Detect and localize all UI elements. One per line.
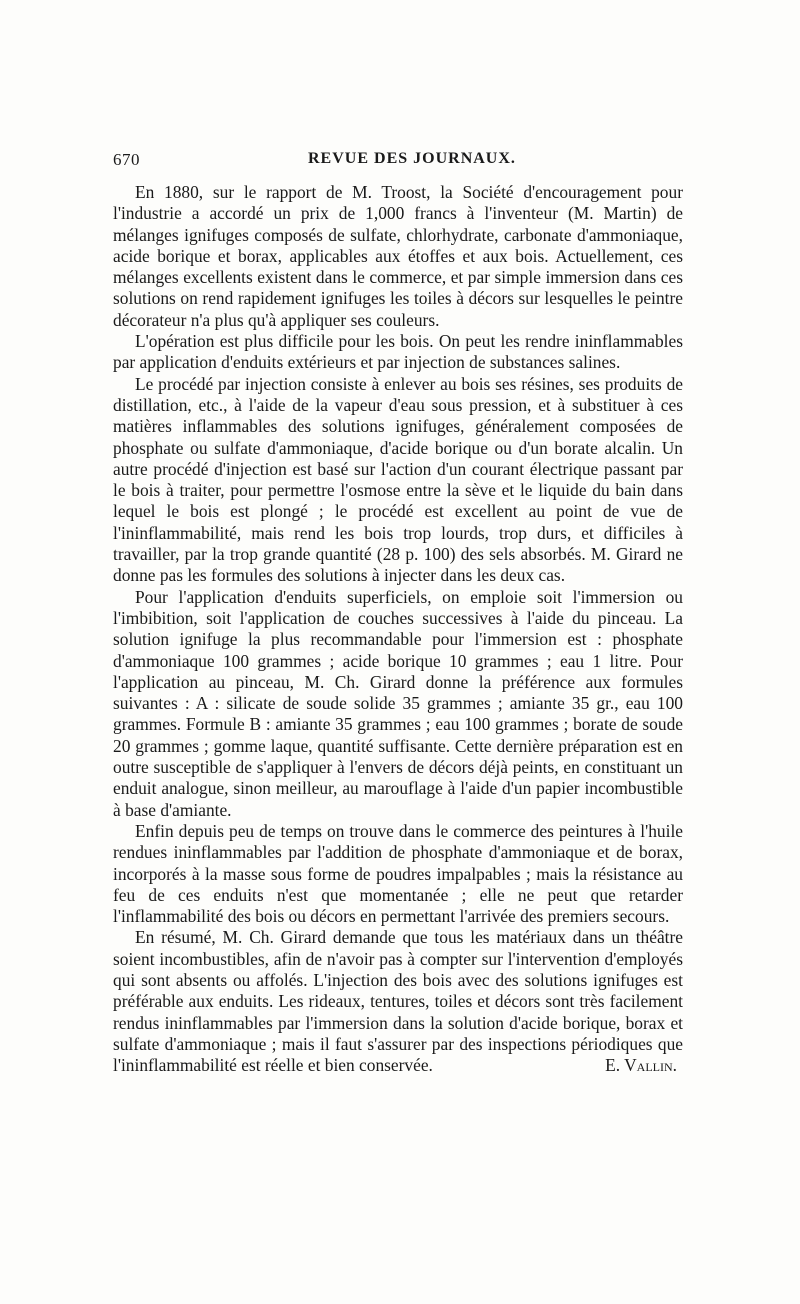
running-title: REVUE DES JOURNAUX. [308,150,516,167]
author-signature: E. Vallin. [605,1055,677,1076]
paragraph-prize-1880: En 1880, sur le rapport de M. Troost, la Société d'encouragement pour l'industrie a accordé un prix de 1,000 francs à l'inventeur (M. Martin) de mélanges ignifuges composés de sulfate, chlorhydrate, carbonate d'ammoniaque, acide borique et borax, applicables aux étoffes et aux bois. Actuellement, ces mélanges excellents existent dans le commerce, et par simple immersion dans ces solutions on rend rapidement ignifuges les toiles à décors sur lesquelles le peintre décorateur n'a plus qu'à appliquer ses couleurs. [113,182,683,330]
paragraph-oil-paints: Enfin depuis peu de temps on trouve dans le commerce des peintures à l'huile rendues ininflammables par l'addition de phosphate d'ammoniaque et de borax, incorporés à la masse sous forme de poudres impalpables ; mais la résistance au feu de ces enduits n'est que momentanée ; elle ne peut que retarder l'inflammabilité des bois ou décors en permettant l'arrivée des premiers secours. [113,820,683,927]
paragraph-summary [113,927,683,1076]
page-header [113,150,683,176]
page-number: 670 [113,150,140,169]
paragraph-surface-coatings: Pour l'application d'enduits superficiels, on emploie soit l'immersion ou l'imbibition, soit l'application de couches successives à l'aide du pinceau. La solution ignifuge la plus recommandable pour l'immersion est : phosphate d'ammoniaque 100 grammes ; acide borique 10 grammes ; eau 1 litre. Pour l'application au pinceau, M. Ch. Girard donne la préférence aux formules suivantes : A : silicate de soude solide 35 grammes ; amiante 35 gr., eau 100 grammes. Formule B : amiante 35 grammes ; eau 100 grammes ; borate de soude 20 grammes ; gomme laque, quantité suffisante. Cette dernière préparation est en outre susceptible de s'appliquer à l'envers de décors déjà peints, en constituant un enduit analogue, sinon meilleur, au marouflage à l'aide d'un papier incombustible à base d'amiante. [113,586,683,820]
journal-page [113,150,683,1076]
paragraph-wood-difficulty: L'opération est plus difficile pour les bois. On peut les rendre ininflammables par application d'enduits extérieurs et par injection de substances salines. [113,331,683,373]
paragraph-injection-process: Le procédé par injection consiste à enlever au bois ses résines, ses produits de distillation, etc., à l'aide de la vapeur d'eau sous pression, et à substituer à ces matières inflammables des solutions ignifuges, généralement composées de phosphate ou sulfate d'ammoniaque, d'acide borique ou d'un borate alcalin. Un autre procédé d'injection est basé sur l'action d'un courant électrique passant par le bois à traiter, pour permettre l'osmose entre la sève et le liquide du bain dans lequel le bois est plongé ; le procédé est excellent au point de vue de l'ininflammabilité, mais rend les bois trop lourds, trop durs, et difficiles à travailler, par la trop grande quantité (28 p. 100) des sels absorbés. M. Girard ne donne pas les formules des solutions à injecter dans les deux cas. [113,373,683,586]
summary-text: En résumé, M. Ch. Girard demande que tous les matériaux dans un théâtre soient incombustibles, afin de n'avoir pas à compter sur l'intervention d'employés qui sont absents ou affolés. L'injection des bois avec des solutions ignifuges est préférable aux enduits. Les rideaux, tentures, toiles et décors sont très facilement rendus ininflammables par l'immersion dans la solution d'acide borique, borax et sulfate d'ammoniaque ; mais il faut s'assurer par des inspections périodiques que l'ininflammabilité est réelle et bien conservée. [113,927,683,1076]
